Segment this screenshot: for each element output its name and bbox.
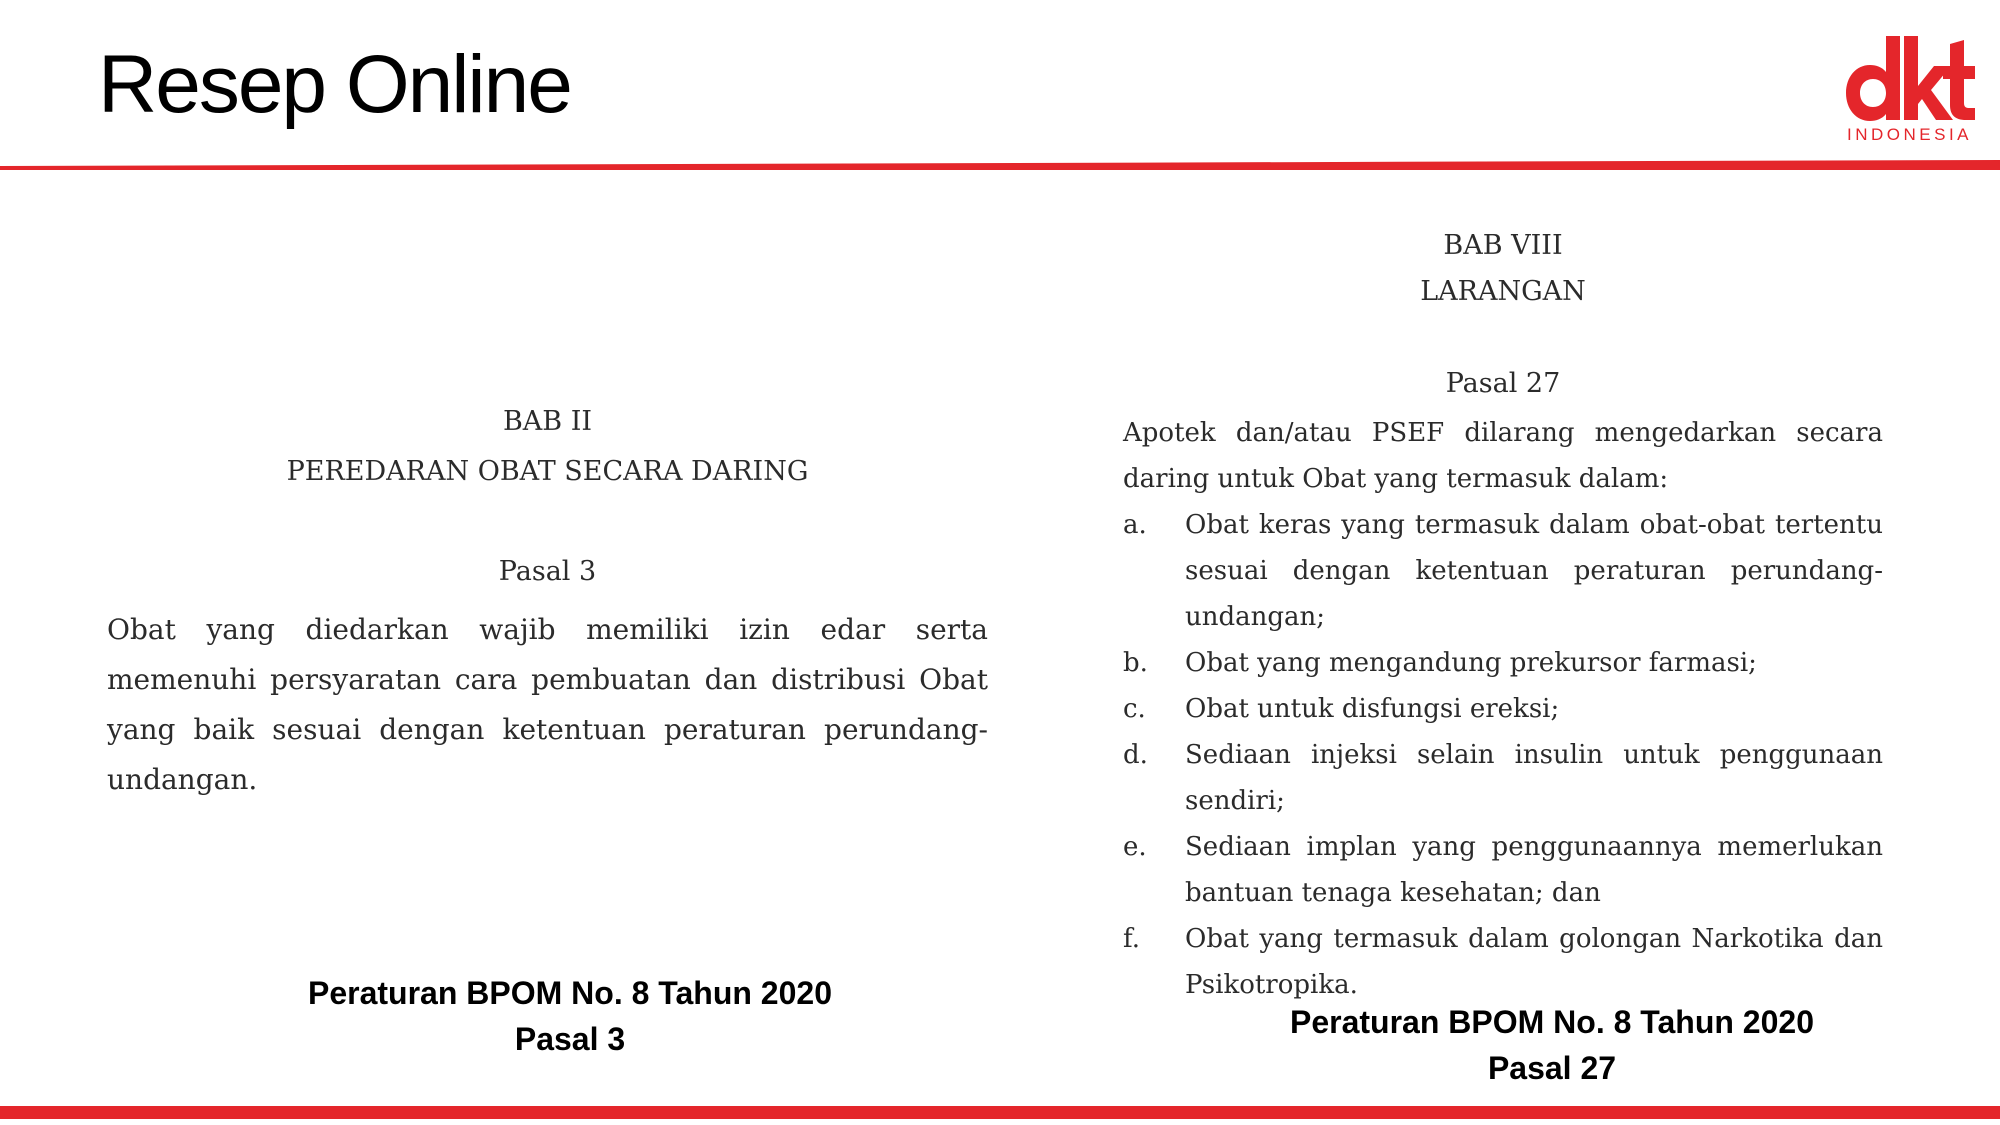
list-item-marker: f.: [1123, 924, 1140, 954]
right-chapter: BAB VIII: [1443, 230, 1563, 261]
left-chapter-title: PEREDARAN OBAT SECARA DARING: [286, 456, 809, 487]
right-source-caption: [1252, 999, 1852, 1091]
right-article-intro: Apotek dan/atau PSEF dilarang mengedarkan secara daring untuk Obat yang termasuk dalam:: [1123, 418, 1883, 494]
left-source-caption: [270, 970, 870, 1062]
dkt-logo-mark: [1842, 30, 1977, 130]
list-item: [1123, 916, 1883, 1008]
list-item-marker: d.: [1123, 740, 1148, 770]
right-caption-article: Pasal 27: [1487, 1050, 1617, 1086]
left-caption-regulation: Peraturan BPOM No. 8 Tahun 2020: [308, 975, 832, 1011]
list-item-marker: a.: [1123, 510, 1147, 540]
list-item: [1123, 640, 1883, 686]
list-item-text: Sediaan implan yang penggunaannya memerlukan bantuan tenaga kesehatan; dan: [1185, 832, 1883, 908]
right-caption-regulation: Peraturan BPOM No. 8 Tahun 2020: [1290, 1004, 1814, 1040]
slide-title: Resep Online: [98, 39, 571, 130]
list-item-text: Obat yang termasuk dalam golongan Narkotika dan Psikotropika.: [1185, 924, 1883, 1000]
list-item: [1123, 686, 1883, 732]
list-item: [1123, 824, 1883, 916]
list-item-marker: e.: [1123, 832, 1147, 862]
footer-divider: [0, 1106, 2000, 1119]
list-item-text: Sediaan injeksi selain insulin untuk penggunaan sendiri;: [1185, 740, 1883, 816]
left-article: Pasal 3: [498, 556, 597, 587]
list-item-marker: b.: [1123, 648, 1148, 678]
prohibited-items-list: [1123, 502, 1883, 1008]
logo-subtitle: INDONESIA: [1846, 125, 1973, 144]
left-chapter: BAB II: [502, 406, 593, 437]
list-item-text: Obat keras yang termasuk dalam obat-obat tertentu sesuai dengan ketentuan peraturan perundang-undangan;: [1185, 510, 1883, 632]
header-divider: [0, 160, 2000, 170]
list-item-text: Obat untuk disfungsi ereksi;: [1185, 694, 1560, 724]
list-item: [1123, 502, 1883, 640]
list-item: [1123, 732, 1883, 824]
left-article-body: Obat yang diedarkan wajib memiliki izin edar serta memenuhi persyaratan cara pembuatan dan distribusi Obat yang baik sesuai dengan ketentuan peraturan perundang-undangan.: [107, 613, 988, 796]
right-article: Pasal 27: [1445, 368, 1561, 399]
list-item-marker: c.: [1123, 694, 1146, 724]
list-item-text: Obat yang mengandung prekursor farmasi;: [1185, 648, 1757, 678]
left-caption-article: Pasal 3: [514, 1021, 626, 1057]
dkt-indonesia-logo: [1842, 30, 1977, 148]
right-chapter-title: LARANGAN: [1420, 276, 1586, 307]
